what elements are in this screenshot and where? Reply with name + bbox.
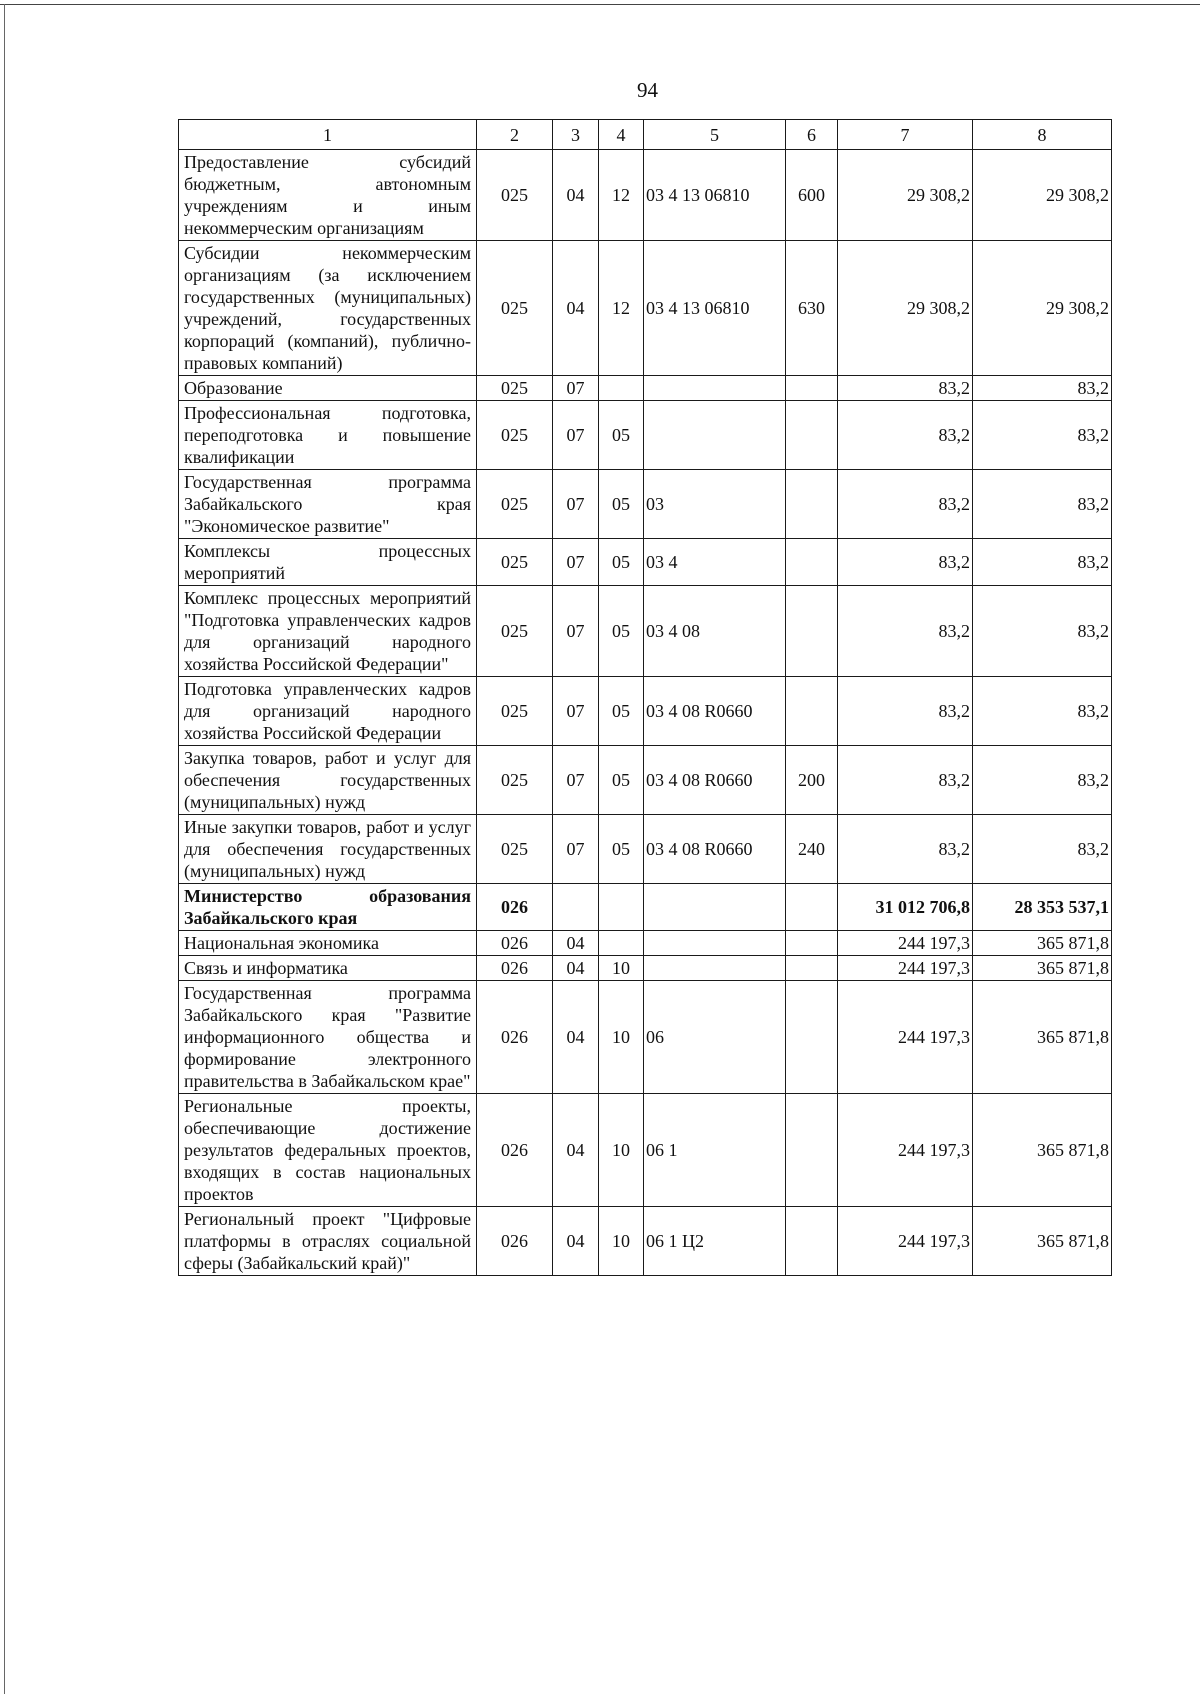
row-code-3-cell: 04 bbox=[553, 1207, 599, 1276]
row-amount-8-cell: 365 871,8 bbox=[973, 981, 1112, 1094]
row-name-cell: Субсидии некоммерческим организациям (за исключением государственных (муниципальных) учреждений, государственных корпораций (компаний), публично-правовых компаний) bbox=[179, 241, 477, 376]
row-code-2-cell: 025 bbox=[477, 241, 553, 376]
row-amount-7-cell: 83,2 bbox=[838, 376, 973, 401]
row-name-cell: Профессиональная подготовка, переподготовка и повышение квалификации bbox=[179, 401, 477, 470]
row-code-3-cell: 04 bbox=[553, 241, 599, 376]
row-code-4-cell: 05 bbox=[599, 401, 644, 470]
row-code-2-cell: 025 bbox=[477, 539, 553, 586]
row-code-5-cell: 03 4 08 R0660 bbox=[644, 746, 786, 815]
row-name-cell: Закупка товаров, работ и услуг для обеспечения государственных (муниципальных) нужд bbox=[179, 746, 477, 815]
row-code-6-cell bbox=[786, 1094, 838, 1207]
row-code-2-cell: 025 bbox=[477, 677, 553, 746]
row-code-6-cell: 200 bbox=[786, 746, 838, 815]
row-code-3-cell: 04 bbox=[553, 981, 599, 1094]
row-code-4-cell: 10 bbox=[599, 956, 644, 981]
row-code-5-cell: 06 1 bbox=[644, 1094, 786, 1207]
row-code-2-cell: 025 bbox=[477, 815, 553, 884]
row-code-6-cell bbox=[786, 931, 838, 956]
row-code-5-cell: 03 bbox=[644, 470, 786, 539]
table-row bbox=[179, 401, 1112, 470]
row-amount-7-cell: 83,2 bbox=[838, 470, 973, 539]
row-code-4-cell: 05 bbox=[599, 470, 644, 539]
row-amount-8-cell: 365 871,8 bbox=[973, 1094, 1112, 1207]
row-code-4-cell: 10 bbox=[599, 1207, 644, 1276]
table-row bbox=[179, 931, 1112, 956]
row-code-3-cell: 07 bbox=[553, 539, 599, 586]
row-code-3-cell: 07 bbox=[553, 746, 599, 815]
row-code-2-cell: 025 bbox=[477, 470, 553, 539]
page-frame-top bbox=[0, 4, 1200, 5]
row-code-2-cell: 025 bbox=[477, 746, 553, 815]
row-amount-7-cell: 244 197,3 bbox=[838, 1094, 973, 1207]
row-amount-8-cell: 83,2 bbox=[973, 815, 1112, 884]
header-cell: 6 bbox=[786, 120, 838, 150]
row-code-3-cell: 04 bbox=[553, 931, 599, 956]
table-row bbox=[179, 677, 1112, 746]
header-cell: 7 bbox=[838, 120, 973, 150]
row-amount-8-cell: 28 353 537,1 bbox=[973, 884, 1112, 931]
row-name-cell: Национальная экономика bbox=[179, 931, 477, 956]
row-name-cell: Связь и информатика bbox=[179, 956, 477, 981]
row-amount-7-cell: 244 197,3 bbox=[838, 981, 973, 1094]
row-amount-7-cell: 29 308,2 bbox=[838, 150, 973, 241]
row-amount-8-cell: 83,2 bbox=[973, 677, 1112, 746]
page-frame-left bbox=[4, 4, 5, 1694]
row-code-2-cell: 026 bbox=[477, 884, 553, 931]
row-amount-7-cell: 83,2 bbox=[838, 586, 973, 677]
row-amount-8-cell: 29 308,2 bbox=[973, 241, 1112, 376]
row-code-4-cell bbox=[599, 884, 644, 931]
table-header-row bbox=[179, 120, 1112, 150]
row-code-5-cell: 03 4 bbox=[644, 539, 786, 586]
row-code-4-cell: 10 bbox=[599, 981, 644, 1094]
row-code-5-cell bbox=[644, 376, 786, 401]
row-code-2-cell: 026 bbox=[477, 981, 553, 1094]
row-amount-8-cell: 83,2 bbox=[973, 376, 1112, 401]
row-amount-8-cell: 83,2 bbox=[973, 539, 1112, 586]
row-code-2-cell: 026 bbox=[477, 1094, 553, 1207]
table-row bbox=[179, 1207, 1112, 1276]
row-code-3-cell: 07 bbox=[553, 677, 599, 746]
row-code-6-cell: 630 bbox=[786, 241, 838, 376]
row-code-6-cell bbox=[786, 956, 838, 981]
row-code-2-cell: 025 bbox=[477, 150, 553, 241]
header-cell: 4 bbox=[599, 120, 644, 150]
row-code-5-cell: 03 4 13 06810 bbox=[644, 150, 786, 241]
row-code-3-cell: 07 bbox=[553, 586, 599, 677]
row-code-3-cell bbox=[553, 884, 599, 931]
row-code-3-cell: 07 bbox=[553, 376, 599, 401]
row-code-5-cell: 03 4 13 06810 bbox=[644, 241, 786, 376]
row-amount-8-cell: 83,2 bbox=[973, 746, 1112, 815]
row-amount-7-cell: 83,2 bbox=[838, 815, 973, 884]
header-cell: 5 bbox=[644, 120, 786, 150]
row-code-2-cell: 025 bbox=[477, 376, 553, 401]
row-code-4-cell: 05 bbox=[599, 746, 644, 815]
row-code-5-cell bbox=[644, 956, 786, 981]
row-code-4-cell: 10 bbox=[599, 1094, 644, 1207]
table-row bbox=[179, 956, 1112, 981]
row-code-5-cell: 03 4 08 R0660 bbox=[644, 677, 786, 746]
row-name-cell: Региональные проекты, обеспечивающие достижение результатов федеральных проектов, входящих в состав национальных проектов bbox=[179, 1094, 477, 1207]
table-row bbox=[179, 815, 1112, 884]
row-amount-7-cell: 83,2 bbox=[838, 401, 973, 470]
row-code-5-cell: 03 4 08 bbox=[644, 586, 786, 677]
row-amount-7-cell: 244 197,3 bbox=[838, 931, 973, 956]
row-code-6-cell bbox=[786, 677, 838, 746]
row-name-cell: Комплексы процессных мероприятий bbox=[179, 539, 477, 586]
row-amount-7-cell: 244 197,3 bbox=[838, 956, 973, 981]
table-row bbox=[179, 539, 1112, 586]
row-code-3-cell: 07 bbox=[553, 470, 599, 539]
row-code-5-cell bbox=[644, 884, 786, 931]
row-code-6-cell bbox=[786, 376, 838, 401]
row-amount-7-cell: 29 308,2 bbox=[838, 241, 973, 376]
header-cell: 2 bbox=[477, 120, 553, 150]
row-code-4-cell: 05 bbox=[599, 677, 644, 746]
row-code-4-cell: 05 bbox=[599, 539, 644, 586]
row-code-5-cell bbox=[644, 401, 786, 470]
row-amount-8-cell: 83,2 bbox=[973, 586, 1112, 677]
row-code-4-cell: 12 bbox=[599, 241, 644, 376]
row-amount-7-cell: 83,2 bbox=[838, 677, 973, 746]
row-name-cell: Подготовка управленческих кадров для организаций народного хозяйства Российской Федерации bbox=[179, 677, 477, 746]
table-row bbox=[179, 376, 1112, 401]
row-code-6-cell bbox=[786, 470, 838, 539]
table-row bbox=[179, 150, 1112, 241]
row-code-4-cell: 05 bbox=[599, 815, 644, 884]
row-code-2-cell: 026 bbox=[477, 1207, 553, 1276]
row-amount-8-cell: 365 871,8 bbox=[973, 931, 1112, 956]
row-code-2-cell: 026 bbox=[477, 956, 553, 981]
row-code-3-cell: 07 bbox=[553, 815, 599, 884]
row-name-cell: Министерство образования Забайкальского края bbox=[179, 884, 477, 931]
table-row bbox=[179, 241, 1112, 376]
header-cell: 3 bbox=[553, 120, 599, 150]
row-code-6-cell bbox=[786, 981, 838, 1094]
row-code-3-cell: 07 bbox=[553, 401, 599, 470]
row-code-3-cell: 04 bbox=[553, 150, 599, 241]
row-name-cell: Государственная программа Забайкальского края "Развитие информационного общества и формирование электронного правительства в Забайкальском крае" bbox=[179, 981, 477, 1094]
table-row bbox=[179, 586, 1112, 677]
page-number: 94 bbox=[637, 78, 658, 102]
row-name-cell: Региональный проект "Цифровые платформы в отраслях социальной сферы (Забайкальский край)" bbox=[179, 1207, 477, 1276]
row-code-2-cell: 025 bbox=[477, 401, 553, 470]
table-row bbox=[179, 1094, 1112, 1207]
row-code-3-cell: 04 bbox=[553, 1094, 599, 1207]
table-row bbox=[179, 470, 1112, 539]
row-code-5-cell bbox=[644, 931, 786, 956]
table-row bbox=[179, 884, 1112, 931]
row-code-2-cell: 025 bbox=[477, 586, 553, 677]
row-amount-8-cell: 83,2 bbox=[973, 401, 1112, 470]
row-code-6-cell bbox=[786, 884, 838, 931]
row-name-cell: Комплекс процессных мероприятий "Подготовка управленческих кадров для организаций народного хозяйства Российской Федерации" bbox=[179, 586, 477, 677]
row-code-4-cell: 05 bbox=[599, 586, 644, 677]
row-code-6-cell bbox=[786, 1207, 838, 1276]
row-code-5-cell: 03 4 08 R0660 bbox=[644, 815, 786, 884]
row-code-6-cell bbox=[786, 539, 838, 586]
table-row bbox=[179, 981, 1112, 1094]
row-amount-8-cell: 365 871,8 bbox=[973, 1207, 1112, 1276]
row-code-6-cell: 600 bbox=[786, 150, 838, 241]
row-code-4-cell bbox=[599, 931, 644, 956]
row-amount-8-cell: 83,2 bbox=[973, 470, 1112, 539]
row-amount-7-cell: 83,2 bbox=[838, 746, 973, 815]
row-amount-7-cell: 83,2 bbox=[838, 539, 973, 586]
row-name-cell: Государственная программа Забайкальского края "Экономическое развитие" bbox=[179, 470, 477, 539]
row-name-cell: Предоставление субсидий бюджетным, автономным учреждениям и иным некоммерческим организациям bbox=[179, 150, 477, 241]
row-code-5-cell: 06 bbox=[644, 981, 786, 1094]
header-cell: 8 bbox=[973, 120, 1112, 150]
row-code-6-cell bbox=[786, 586, 838, 677]
row-code-3-cell: 04 bbox=[553, 956, 599, 981]
row-code-2-cell: 026 bbox=[477, 931, 553, 956]
row-amount-8-cell: 29 308,2 bbox=[973, 150, 1112, 241]
row-amount-8-cell: 365 871,8 bbox=[973, 956, 1112, 981]
row-code-5-cell: 06 1 Ц2 bbox=[644, 1207, 786, 1276]
budget-table bbox=[178, 119, 1112, 1276]
row-code-4-cell bbox=[599, 376, 644, 401]
row-code-6-cell: 240 bbox=[786, 815, 838, 884]
row-amount-7-cell: 244 197,3 bbox=[838, 1207, 973, 1276]
header-cell: 1 bbox=[179, 120, 477, 150]
table-row bbox=[179, 746, 1112, 815]
row-amount-7-cell: 31 012 706,8 bbox=[838, 884, 973, 931]
row-code-6-cell bbox=[786, 401, 838, 470]
row-code-4-cell: 12 bbox=[599, 150, 644, 241]
row-name-cell: Образование bbox=[179, 376, 477, 401]
row-name-cell: Иные закупки товаров, работ и услуг для обеспечения государственных (муниципальных) нужд bbox=[179, 815, 477, 884]
